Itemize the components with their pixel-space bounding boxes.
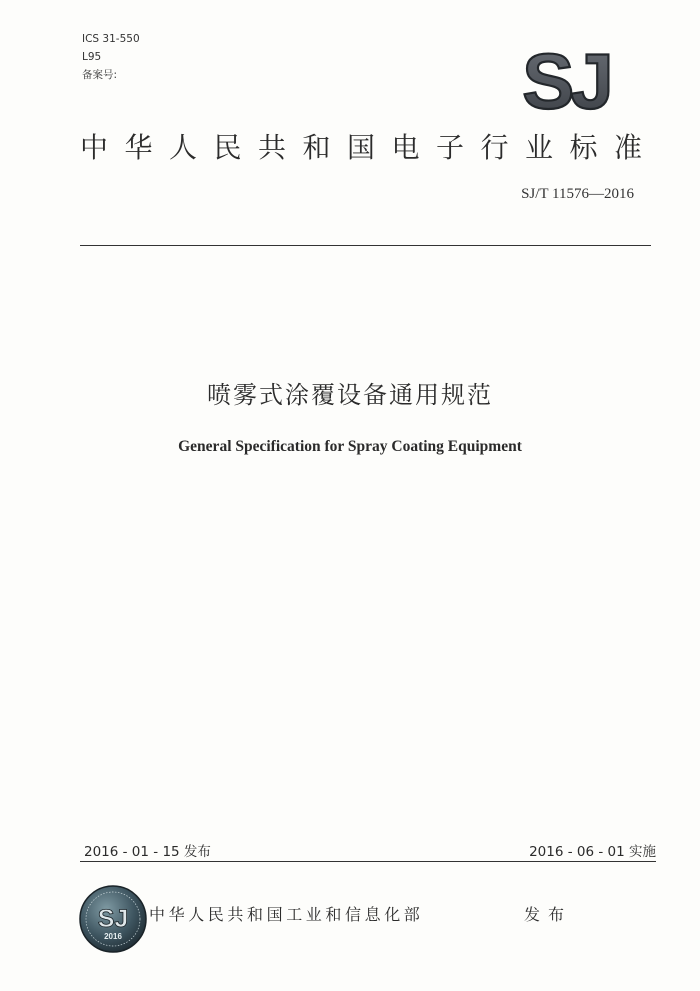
document-title-english: General Specification for Spray Coating Equipment <box>178 438 522 455</box>
seal-year: 2016 <box>104 932 122 941</box>
record-number-label: 备案号: <box>82 69 118 81</box>
implementation-date: 2016 - 06 - 01 实施 <box>529 844 656 860</box>
issue-date: 2016 - 01 - 15 发布 <box>84 844 211 860</box>
publish-label: 发布 <box>524 905 573 924</box>
ministry-seal <box>78 884 148 954</box>
seal-letters: SJ <box>97 905 129 933</box>
publisher-name: 中华人民共和国工业和信息化部 <box>149 905 424 924</box>
document-title-chinese: 喷雾式涂覆设备通用规范 <box>207 381 493 409</box>
classification-block <box>82 30 140 84</box>
sj-logo <box>512 48 620 114</box>
ics-code: ICS 31-550 <box>82 33 140 45</box>
header-divider <box>80 245 651 246</box>
ccs-code: L95 <box>82 51 102 63</box>
standard-number: SJ/T 11576—2016 <box>521 186 634 202</box>
footer-divider <box>80 861 656 862</box>
standard-type-title: 中华人民共和国电子行业标准 <box>80 131 659 164</box>
sj-logo-text: SJ <box>522 48 610 114</box>
